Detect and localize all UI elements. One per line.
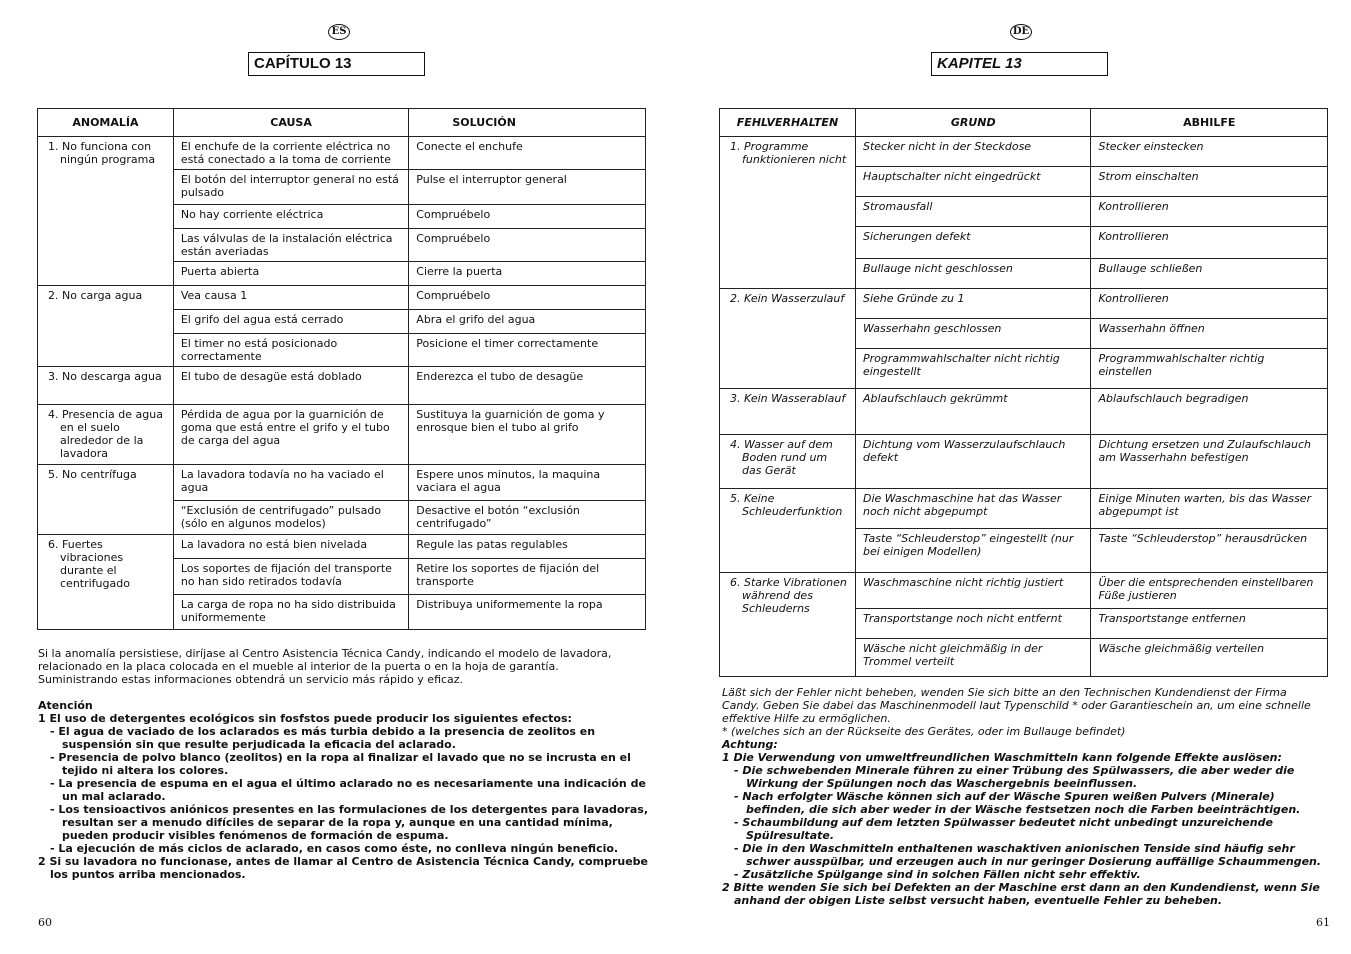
anomaly-cell: 6. Fuertes vibraciones durante el centrifugado [38, 535, 174, 630]
table-row [720, 489, 1328, 529]
cause-cell: Waschmaschine nicht richtig justiert [855, 573, 1091, 609]
solution-cell: Retire los soportes de fijación del transporte [409, 559, 646, 595]
header-solution: ABHILFE [1091, 109, 1328, 137]
table-row [38, 137, 646, 170]
header-anomaly: ANOMALÍA [38, 109, 174, 137]
solution-cell: Transportstange entfernen [1091, 609, 1328, 639]
cause-cell: Los soportes de fijación del transporte no han sido retirados todavía [173, 559, 408, 595]
anomaly-cell: 2. No carga agua [38, 286, 174, 367]
cause-cell: El botón del interruptor general no está pulsado [173, 170, 408, 205]
anomaly-cell: 4. Wasser auf dem Boden rund um das Gerät [720, 435, 856, 489]
cause-cell: “Exclusión de centrifugado” pulsado (sólo en algunos modelos) [173, 501, 408, 535]
attention-effect-item: - Los tensioactivos aniónicos presentes en las formulaciones de los detergentes para lavadoras, resultan ser a menudo difíciles de separar de la ropa y, aunque en una cantidad mínima, pueden producir visibles fenómenos de formación de espuma. [50, 803, 649, 842]
header-cause: CAUSA [173, 109, 408, 137]
cause-cell: No hay corriente eléctrica [173, 205, 408, 229]
cause-cell: Stecker nicht in der Steckdose [855, 137, 1091, 167]
anomaly-cell: 5. Keine Schleuderfunktion [720, 489, 856, 573]
anomaly-cell: 6. Starke Vibrationen während des Schleuderns [720, 573, 856, 677]
solution-cell: Compruébelo [409, 205, 646, 229]
attention-effect-item: - Presencia de polvo blanco (zeolitos) en la ropa al finalizar el lavado que no se incrusta en el tejido ni altera los colores. [50, 751, 631, 777]
attention-effect-item: - Schaumbildung auf dem letzten Spülwasser bedeutet nicht unbedingt unzureichende Spülresultate. [734, 816, 1273, 842]
attention-effect-item: - Die in den Waschmitteln enthaltenen waschaktiven anionischen Tenside sind häufig sehr schwer ausspülbar, und erzeugen auch in nur geringer Dosierung auffällige Schaummengen. [734, 842, 1322, 868]
solution-cell: Sustituya la guarnición de goma y enrosque bien el tubo al grifo [409, 405, 646, 465]
cause-cell: El tubo de desagüe está doblado [173, 367, 408, 405]
cause-cell: Puerta abierta [173, 262, 408, 286]
solution-cell: Abra el grifo del agua [409, 310, 646, 334]
page-number-right: 61 [1316, 916, 1330, 929]
solution-cell: Stecker einstecken [1091, 137, 1328, 167]
attention-effect-item: - La presencia de espuma en el agua el último aclarado no es necesariamente una indicación de un mal aclarado. [50, 777, 646, 803]
attention-title-de: Achtung: [722, 738, 778, 751]
cause-cell: Hauptschalter nicht eingedrückt [855, 167, 1091, 197]
solution-cell: Programmwahlschalter richtig einstellen [1091, 349, 1328, 389]
solution-cell: Pulse el interruptor general [409, 170, 646, 205]
anomaly-cell: 1. Programme funktionieren nicht [720, 137, 856, 289]
solution-cell: Compruébelo [409, 286, 646, 310]
attention-block-de [722, 738, 1328, 907]
cause-cell: La lavadora todavía no ha vaciado el agua [173, 465, 408, 501]
solution-cell: Dichtung ersetzen und Zulaufschlauch am Wasserhahn befestigen [1091, 435, 1328, 489]
attention-point-2-es: 2 Si su lavadora no funcionase, antes de llamar al Centro de Asistencia Técnica Candy, compruebe los puntos arriba mencionados. [38, 855, 648, 881]
page-number-left: 60 [38, 916, 52, 929]
attention-point-2-de: 2 Bitte wenden Sie sich bei Defekten an der Maschine erst dann an den Kundendienst, wenn Sie anhand der obigen Liste selbst versucht haben, eventuelle Fehler zu beheben. [722, 881, 1320, 907]
attention-effect-item: - Nach erfolgter Wäsche können sich auf der Wäsche Spuren weißen Pulvers (Minerale) befinden, die sich aber weder in der Wäsche festsetzen noch die Farben beeinträchtigen. [734, 790, 1301, 816]
cause-cell: Transportstange noch nicht entfernt [855, 609, 1091, 639]
attention-block-es [38, 699, 648, 881]
solution-cell: Conecte el enchufe [409, 137, 646, 170]
attention-effect-item: - Die schwebenden Minerale führen zu einer Trübung des Spülwassers, die aber weder die Wirkung der Spülungen noch das Waschergebnis beeinflussen. [734, 764, 1295, 790]
chapter-title-de: KAPITEL 13 [931, 52, 1108, 76]
anomaly-cell: 3. No descarga agua [38, 367, 174, 405]
attention-effect-item: - El agua de vaciado de los aclarados es más turbia debido a la presencia de zeolitos en suspensión sin que resulte perjudicada la eficacia del aclarado. [50, 725, 596, 751]
anomaly-cell: 1. No funciona con ningún programa [38, 137, 174, 286]
cause-cell: Sicherungen defekt [855, 227, 1091, 259]
table-row [720, 389, 1328, 435]
header-solution: SOLUCIÓN [409, 109, 646, 137]
cause-cell: Pérdida de agua por la guarnición de goma que está entre el grifo y el tubo de carga del agua [173, 405, 408, 465]
cause-cell: Siehe Gründe zu 1 [855, 289, 1091, 319]
solution-cell: Distribuya uniformemente la ropa [409, 595, 646, 630]
cause-cell: Las válvulas de la instalación eléctrica están averiadas [173, 229, 408, 262]
chapter-title-es: CAPÍTULO 13 [248, 52, 425, 76]
solution-cell: Bullauge schließen [1091, 259, 1328, 289]
language-badge-es: ES [328, 24, 350, 40]
table-row [38, 535, 646, 559]
cause-cell: Die Waschmaschine hat das Wasser noch nicht abgepumpt [855, 489, 1091, 529]
solution-cell: Kontrollieren [1091, 227, 1328, 259]
table-row [38, 286, 646, 310]
solution-cell: Wasserhahn öffnen [1091, 319, 1328, 349]
solution-cell: Espere unos minutos, la maquina vaciara el agua [409, 465, 646, 501]
support-note-text-de: Läßt sich der Fehler nicht beheben, wenden Sie sich bitte an den Technischen Kundendienst der Firma Candy. Geben Sie dabei das Maschinenmodell laut Typenschild * oder Garantieschein an, um eine schnelle effektive Hilfe zu ermöglichen. [722, 686, 1311, 725]
solution-cell: Posicione el timer correctamente [409, 334, 646, 367]
cause-cell: El timer no está posicionado correctamente [173, 334, 408, 367]
attention-effect-item: - Zusätzliche Spülgange sind in solchen Fällen nicht sehr effektiv. [734, 868, 1141, 881]
solution-cell: Strom einschalten [1091, 167, 1328, 197]
header-anomaly: FEHLVERHALTEN [720, 109, 856, 137]
attention-title-es: Atención [38, 699, 93, 712]
table-row [38, 465, 646, 501]
troubleshooting-table-es [37, 108, 646, 630]
support-note-de [722, 686, 1322, 738]
cause-cell: La lavadora no está bien nivelada [173, 535, 408, 559]
support-note-es: Si la anomalía persistiese, diríjase al Centro Asistencia Técnica Candy, indicando el modelo de lavadora, relacionado en la placa colocada en el mueble al interior de la puerta o en la hoja de garantía. Suministrando estas informaciones obtendrá un servicio más rápido y eficaz. [38, 647, 612, 686]
cause-cell: El grifo del agua está cerrado [173, 310, 408, 334]
cause-cell: Taste “Schleuderstop” eingestellt (nur bei einigen Modellen) [855, 529, 1091, 573]
cause-cell: Programmwahlschalter nicht richtig eingestellt [855, 349, 1091, 389]
table-row [720, 573, 1328, 609]
solution-cell: Enderezca el tubo de desagüe [409, 367, 646, 405]
cause-cell: El enchufe de la corriente eléctrica no está conectado a la toma de corriente [173, 137, 408, 170]
solution-cell: Kontrollieren [1091, 289, 1328, 319]
table-row [38, 367, 646, 405]
solution-cell: Über die entsprechenden einstellbaren Füße justieren [1091, 573, 1328, 609]
language-badge-de: DE [1010, 24, 1032, 40]
cause-cell: Vea causa 1 [173, 286, 408, 310]
table-row [720, 137, 1328, 167]
table-row [720, 289, 1328, 319]
solution-cell: Taste “Schleuderstop” herausdrücken [1091, 529, 1328, 573]
cause-cell: Dichtung vom Wasserzulaufschlauch defekt [855, 435, 1091, 489]
cause-cell: Wäsche nicht gleichmäßig in der Trommel verteilt [855, 639, 1091, 677]
cause-cell: La carga de ropa no ha sido distribuida uniformemente [173, 595, 408, 630]
cause-cell: Stromausfall [855, 197, 1091, 227]
support-note-footnote-de: * (welches sich an der Rückseite des Gerätes, oder im Bullauge befindet) [722, 725, 1126, 738]
attention-effect-item: - La ejecución de más ciclos de aclarado, en casos como éste, no conlleva ningún beneficio. [50, 842, 619, 855]
cause-cell: Ablaufschlauch gekrümmt [855, 389, 1091, 435]
table-row [720, 435, 1328, 489]
solution-cell: Wäsche gleichmäßig verteilen [1091, 639, 1328, 677]
cause-cell: Bullauge nicht geschlossen [855, 259, 1091, 289]
anomaly-cell: 3. Kein Wasserablauf [720, 389, 856, 435]
solution-cell: Kontrollieren [1091, 197, 1328, 227]
solution-cell: Desactive el botón “exclusión centrifugado” [409, 501, 646, 535]
table-row [38, 405, 646, 465]
solution-cell: Einige Minuten warten, bis das Wasser abgepumpt ist [1091, 489, 1328, 529]
solution-cell: Compruébelo [409, 229, 646, 262]
header-cause: GRUND [855, 109, 1091, 137]
anomaly-cell: 2. Kein Wasserzulauf [720, 289, 856, 389]
solution-cell: Cierre la puerta [409, 262, 646, 286]
attention-point-1-es: 1 El uso de detergentes ecológicos sin fosfstos puede producir los siguientes efectos: [38, 712, 572, 725]
anomaly-cell: 5. No centrífuga [38, 465, 174, 535]
cause-cell: Wasserhahn geschlossen [855, 319, 1091, 349]
solution-cell: Ablaufschlauch begradigen [1091, 389, 1328, 435]
troubleshooting-table-de [719, 108, 1328, 677]
anomaly-cell: 4. Presencia de agua en el suelo alrededor de la lavadora [38, 405, 174, 465]
attention-point-1-de: 1 Die Verwendung von umweltfreundlichen Waschmitteln kann folgende Effekte auslösen: [722, 751, 1282, 764]
solution-cell: Regule las patas regulables [409, 535, 646, 559]
